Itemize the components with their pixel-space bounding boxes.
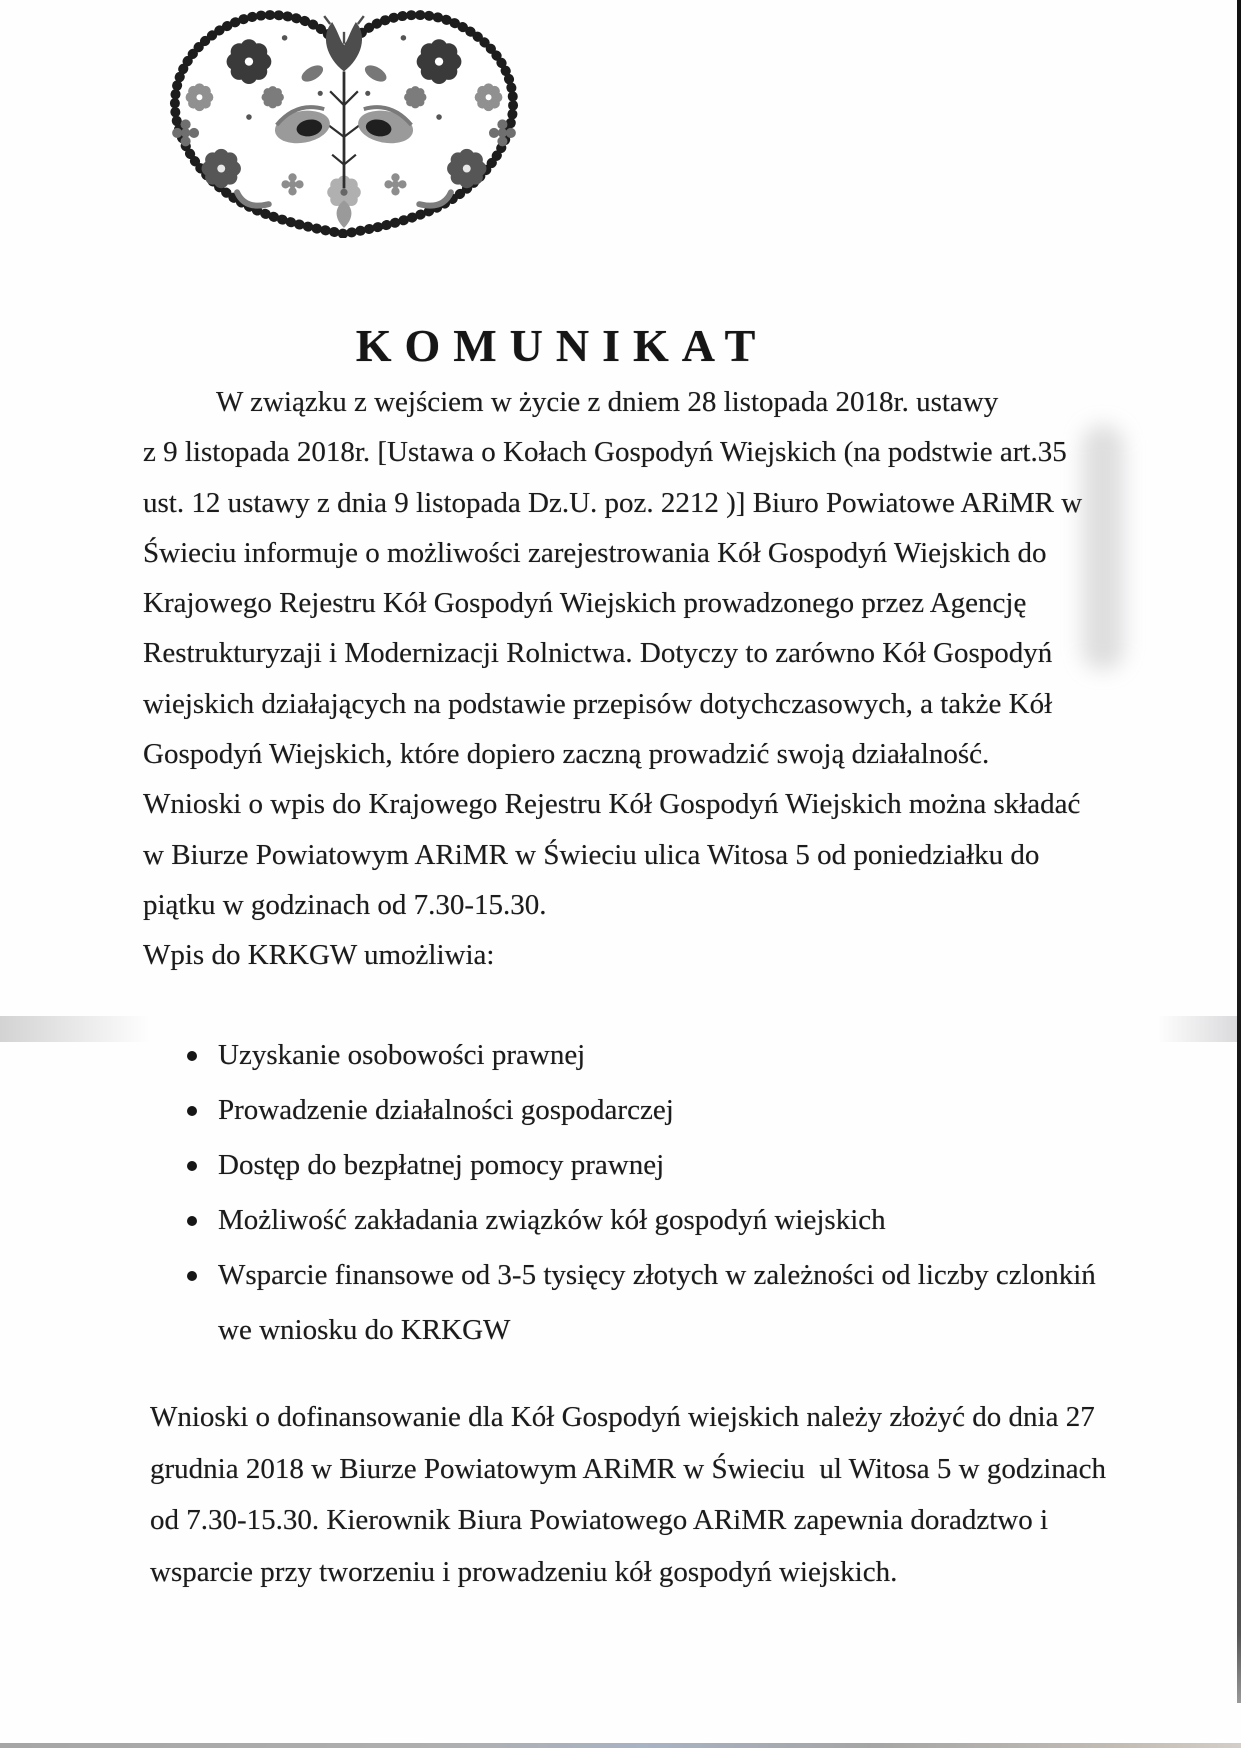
paragraph-line: Wpis do KRKGW umożliwia: [143, 939, 495, 972]
scan-edge-artifact [0, 1743, 1241, 1748]
paragraph-line: Krajowego Rejestru Kół Gospodyń Wiejskich prowadzonego przez Agencję [143, 587, 1027, 620]
closing-paragraph [150, 1392, 1106, 1598]
folk-heart-icon [146, 6, 542, 238]
paragraph-line: Wnioski o wpis do Krajowego Rejestru Kół Gospodyń Wiejskich można składać [143, 788, 1081, 821]
folk-heart-image [146, 6, 542, 238]
paragraph-line: z 9 listopada 2018r. [Ustawa o Kołach Gospodyń Wiejskich (na podstwie art.35 [143, 436, 1067, 469]
paragraph-line: od 7.30-15.30. Kierownik Biura Powiatowego ARiMR zapewnia doradztwo i [150, 1504, 1049, 1536]
list-item [185, 1138, 1096, 1193]
benefits-list [185, 1028, 1096, 1358]
paragraph-line: w Biurze Powiatowym ARiMR w Świeciu ulica Witosa 5 od poniedziałku do [143, 838, 1040, 871]
scan-edge-artifact [1237, 0, 1241, 1703]
bullet-dot-icon [187, 1161, 197, 1171]
scan-smudge-artifact [0, 1016, 150, 1042]
bullet-dot-icon [187, 1271, 197, 1281]
scan-smudge-artifact [1157, 1016, 1237, 1042]
bullet-dot-icon [187, 1216, 197, 1226]
paragraph-line: Gospodyń Wiejskich, które dopiero zaczną prowadzić swoją działalność. [143, 738, 990, 771]
paragraph-line: wsparcie przy tworzeniu i prowadzeniu kół gospodyń wiejskich. [150, 1555, 898, 1588]
intro-paragraph [143, 377, 1082, 981]
bullet-dot-icon [187, 1106, 197, 1116]
paragraph-line: Wnioski o dofinansowanie dla Kół Gospodyń wiejskich należy złożyć do dnia 27 [150, 1401, 1095, 1433]
paragraph-line: ust. 12 ustawy z dnia 9 listopada Dz.U. poz. 2212 )] Biuro Powiatowe ARiMR w [143, 486, 1083, 519]
page-title: KOMUNIKAT [355, 319, 769, 371]
list-item-text: Uzyskanie osobowości prawnej [218, 1039, 586, 1071]
list-item [185, 1083, 1096, 1138]
bullet-dot-icon [187, 1051, 197, 1061]
list-item [185, 1028, 1096, 1083]
list-item-text: we wniosku do KRKGW [218, 1314, 511, 1346]
list-item [185, 1248, 1096, 1358]
paragraph-line: grudnia 2018 w Biurze Powiatowym ARiMR w Świeciu ul Witosa 5 w godzinach [150, 1452, 1107, 1485]
list-item-text: Dostęp do bezpłatnej pomocy prawnej [218, 1149, 665, 1181]
paragraph-line: wiejskich działających na podstawie przepisów dotychczasowych, a także Kół [143, 687, 1053, 720]
list-item-text: Prowadzenie działalności gospodarczej [218, 1094, 674, 1126]
paragraph-line: W związku z wejściem w życie z dniem 28 listopada 2018r. ustawy [216, 386, 999, 418]
paragraph-line: piątku w godzinach od 7.30-15.30. [143, 888, 547, 921]
list-item-text: Możliwość zakładania związków kół gospodyń wiejskich [218, 1204, 886, 1236]
paragraph-line: Restrukturyzaji i Modernizacji Rolnictwa. Dotyczy to zarówno Kół Gospodyń [143, 637, 1053, 670]
scan-shadow-artifact [1082, 425, 1124, 670]
list-item [185, 1193, 1096, 1248]
list-item-text: Wsparcie finansowe od 3-5 tysięcy złotych w zależności od liczby czlonkiń [218, 1259, 1096, 1291]
paragraph-line: Świeciu informuje o możliwości zarejestrowania Kół Gospodyń Wiejskich do [143, 536, 1047, 569]
